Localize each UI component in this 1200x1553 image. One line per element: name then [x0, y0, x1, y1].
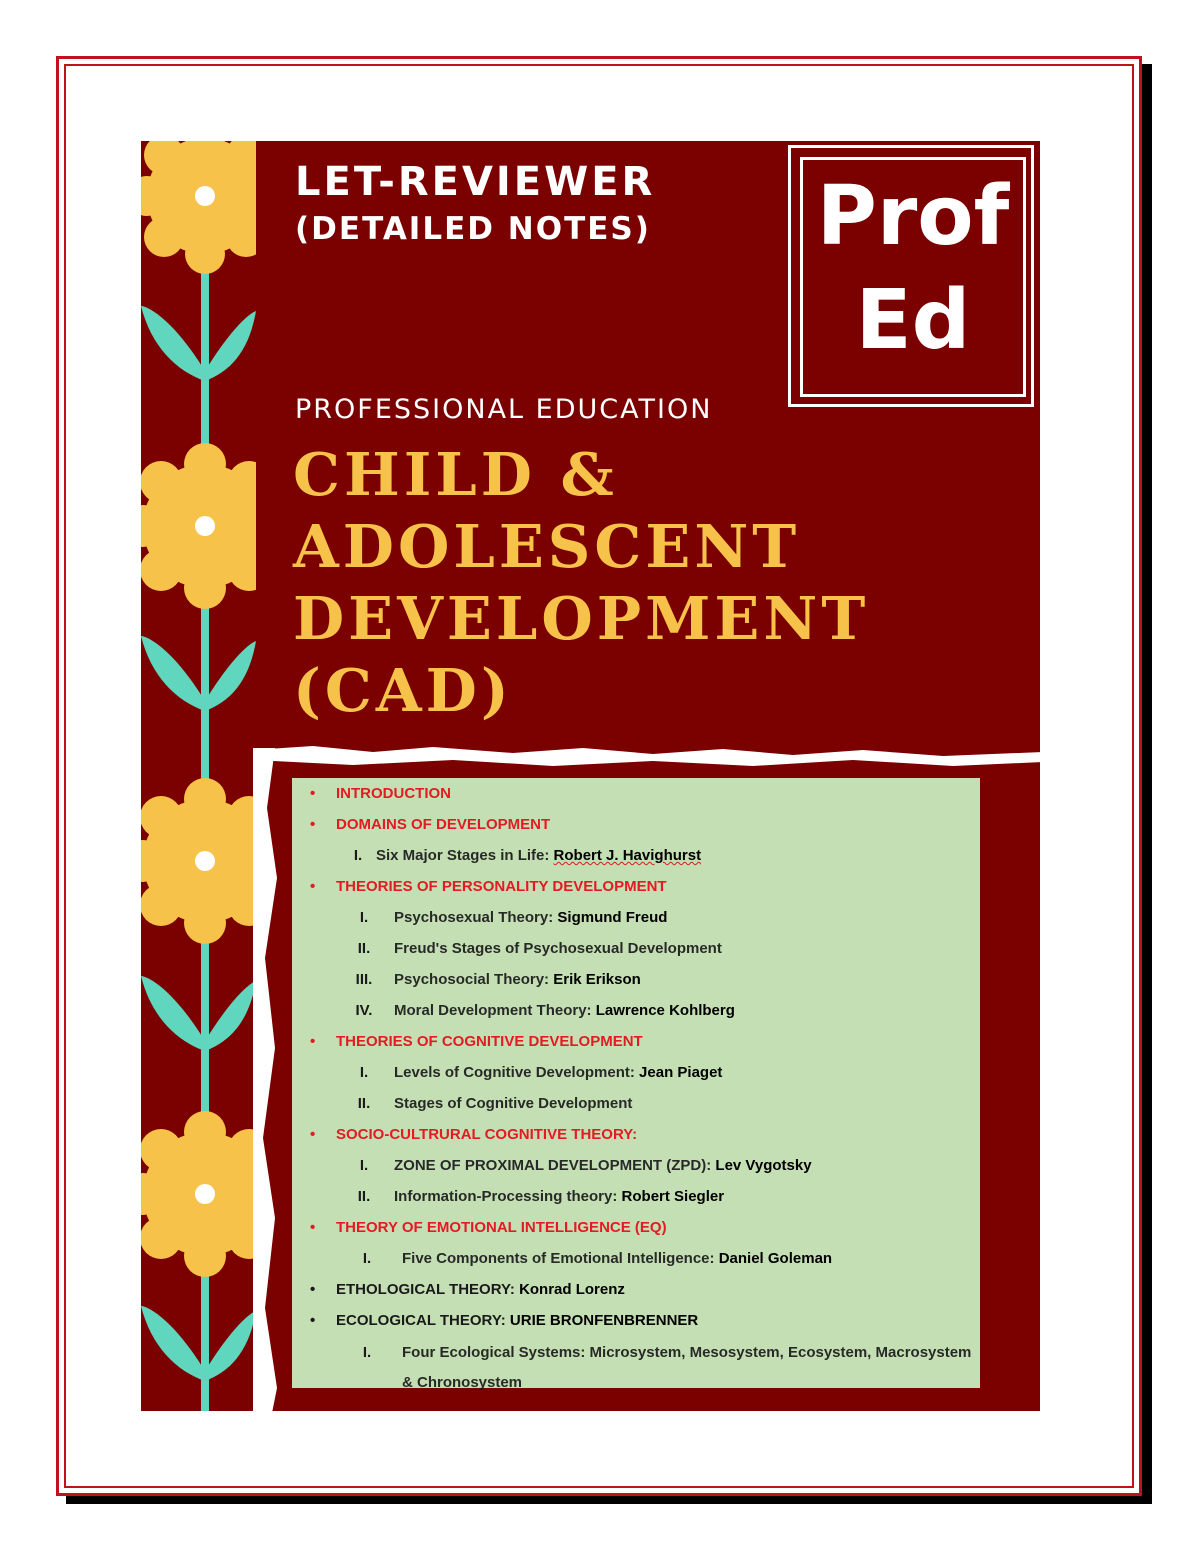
toc-numeral: I. — [362, 1250, 372, 1267]
toc-numeral: III. — [355, 971, 373, 988]
toc-numeral: I. — [359, 1064, 369, 1081]
toc-subitem-author: Erik Erikson — [553, 971, 641, 988]
toc-subitem — [292, 966, 980, 997]
toc-subitem-label: Levels of Cognitive Development: — [394, 1064, 640, 1081]
toc-subitem — [292, 904, 980, 935]
toc-subitem-label: Stages of Cognitive Development — [394, 1095, 633, 1112]
toc-heading — [292, 1307, 980, 1338]
bullet-icon: • — [310, 1033, 316, 1050]
prof-ed-badge — [800, 157, 1026, 373]
toc-numeral: II. — [357, 1188, 371, 1205]
toc-subitem — [292, 935, 980, 966]
toc-numeral: I. — [353, 847, 363, 864]
toc-heading — [292, 1121, 980, 1152]
toc-subitem — [292, 1090, 980, 1121]
torn-paper-left-edge — [253, 748, 281, 1418]
bullet-icon: • — [310, 785, 316, 802]
subject-line-3: DEVELOPMENT — [293, 584, 870, 653]
subject-line-4: (CAD) — [293, 656, 513, 725]
bullet-icon: • — [310, 1281, 316, 1298]
toc-heading-label: ECOLOGICAL THEORY: — [336, 1312, 510, 1329]
toc-numeral: I. — [362, 1344, 372, 1361]
toc-numeral: I. — [359, 909, 369, 926]
flower-vine-icon — [141, 141, 256, 1411]
toc-subitem-label: Psychosexual Theory: — [394, 909, 558, 926]
toc-subitem-author: Jean Piaget — [639, 1064, 723, 1081]
toc-heading-label: THEORIES OF PERSONALITY DEVELOPMENT — [336, 878, 667, 895]
toc-subitem-label: Six Major Stages in Life: — [376, 847, 554, 864]
toc-subitem-label: Psychosocial Theory: — [394, 971, 554, 988]
badge-line-prof: Prof — [816, 169, 1010, 264]
toc-subitem-author: Lev Vygotsky — [715, 1157, 812, 1174]
floral-strip — [141, 141, 256, 1411]
toc-heading — [292, 780, 980, 811]
subject-line-2: ADOLESCENT — [293, 512, 801, 581]
bullet-icon: • — [310, 1219, 316, 1236]
toc-heading-author: Konrad Lorenz — [519, 1281, 625, 1298]
toc-subitem-author: Robert J. Havighurst — [553, 847, 702, 864]
toc-numeral: IV. — [355, 1002, 373, 1019]
toc-subitem — [292, 1152, 980, 1183]
toc-subitem-label: Four Ecological Systems: Microsystem, Mesosystem, Ecosystem, Macrosystem & Chronosystem — [402, 1344, 972, 1391]
toc-heading — [292, 1028, 980, 1059]
toc-subitem — [292, 842, 980, 873]
toc-heading-label: ETHOLOGICAL THEORY: — [336, 1281, 520, 1298]
toc-subitem-label: Five Components of Emotional Intelligence: — [402, 1250, 719, 1267]
toc-subitem-author: Lawrence Kohlberg — [595, 1002, 735, 1019]
toc-heading-label: DOMAINS OF DEVELOPMENT — [336, 816, 551, 833]
toc-subitem-author: Daniel Goleman — [718, 1250, 833, 1267]
badge-line-ed: Ed — [855, 273, 971, 368]
subject-line-1: CHILD & — [293, 440, 618, 509]
table-of-contents — [292, 778, 980, 1391]
toc-subitem — [292, 1338, 980, 1396]
toc-numeral: II. — [357, 940, 371, 957]
toc-subitem-label: Freud's Stages of Psychosexual Development — [394, 940, 722, 957]
toc-heading-label: THEORIES OF COGNITIVE DEVELOPMENT — [336, 1033, 643, 1050]
toc-subitem — [292, 1183, 980, 1214]
toc-heading — [292, 811, 980, 842]
toc-heading-label: SOCIO-CULTRURAL COGNITIVE THEORY: — [336, 1126, 638, 1143]
toc-subitem-label: ZONE OF PROXIMAL DEVELOPMENT (ZPD): — [394, 1157, 716, 1174]
toc-heading-label: INTRODUCTION — [336, 785, 451, 802]
toc-heading — [292, 1276, 980, 1307]
toc-heading — [292, 1214, 980, 1245]
toc-heading-label: THEORY OF EMOTIONAL INTELLIGENCE (EQ) — [336, 1219, 667, 1236]
toc-heading — [292, 873, 980, 904]
toc-subitem-label: Information-Processing theory: — [394, 1188, 622, 1205]
toc-subitem — [292, 997, 980, 1028]
title-let-reviewer: LET-REVIEWER — [295, 159, 656, 205]
toc-subitem-author: Sigmund Freud — [557, 909, 668, 926]
toc-subitem — [292, 1059, 980, 1090]
toc-subitem-author: Robert Siegler — [621, 1188, 725, 1205]
toc-heading-author: URIE BRONFENBRENNER — [509, 1312, 699, 1329]
toc-numeral: II. — [357, 1095, 371, 1112]
category-label: PROFESSIONAL EDUCATION — [295, 394, 713, 425]
bullet-icon: • — [310, 1126, 316, 1143]
subject-title — [293, 439, 869, 727]
toc-subitem-label: Moral Development Theory: — [394, 1002, 596, 1019]
bullet-icon: • — [310, 1312, 316, 1329]
title-detailed-notes: (DETAILED NOTES) — [295, 211, 651, 247]
toc-numeral: I. — [359, 1157, 369, 1174]
toc-subitem — [292, 1245, 980, 1276]
bullet-icon: • — [310, 878, 316, 895]
bullet-icon: • — [310, 816, 316, 833]
torn-paper-top-edge — [253, 744, 1043, 768]
